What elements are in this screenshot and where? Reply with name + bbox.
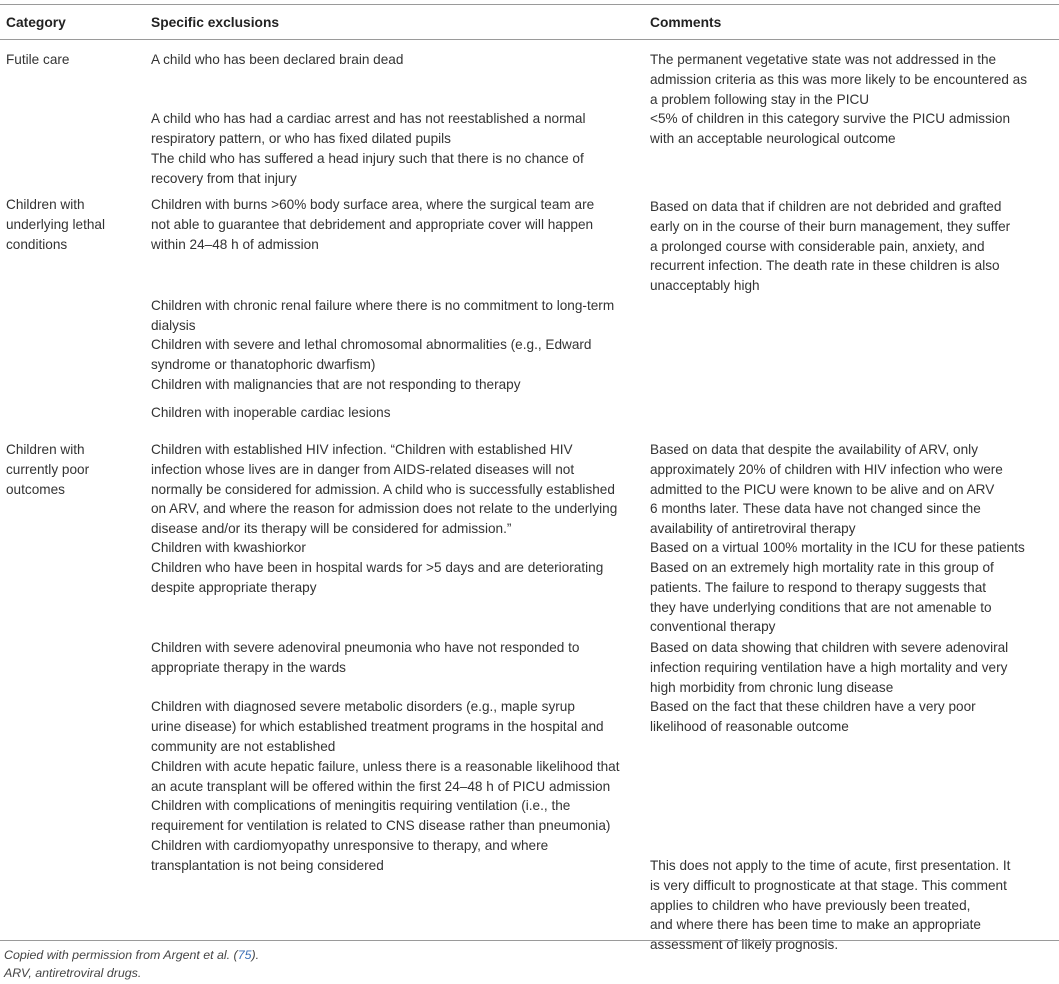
category-poor-outcomes: Children with currently poor outcomes <box>6 442 90 497</box>
exclusion-item: Children with severe adenoviral pneumonia who have not responded to appropriate therapy in the wards <box>151 640 580 675</box>
footnote-copied <box>4 946 259 964</box>
comment-item: <5% of children in this category survive the PICU admission with an acceptable neurological outcome <box>650 111 1011 146</box>
category-underlying-lethal: Children with underlying lethal conditions <box>6 197 105 252</box>
footnote-copied-prefix: Copied with permission from Argent et al. ( <box>4 948 238 962</box>
exclusion-item: Children with inoperable cardiac lesions <box>151 405 391 420</box>
header-category: Category <box>6 15 66 30</box>
comment-item: Based on data showing that children with severe adenoviral infection requiring ventilation have a high mortality and very high morbidity from chronic lung disease <box>650 640 1009 695</box>
comment-item: Based on data that despite the availability of ARV, only approximately 20% of children with HIV infection who were admitted to the PICU were known to be alive and on ARV 6 months later. These data have not changed since the availability of antiretroviral therapy <box>650 442 1003 537</box>
exclusion-item: Children with cardiomyopathy unresponsive to therapy, and where transplantation is not being considered <box>151 838 549 873</box>
reference-link[interactable]: 75 <box>237 948 252 962</box>
comment-item: Based on data that if children are not debrided and grafted early on in the course of their burn management, they suffer a prolonged course with considerable pain, anxiety, and recurrent infection. The death rate in these children is also unacceptably high <box>650 199 1011 294</box>
exclusion-item: Children with malignancies that are not responding to therapy <box>151 377 521 392</box>
comment-item: Based on the fact that these children have a very poor likelihood of reasonable outcome <box>650 699 976 734</box>
comment-item: The permanent vegetative state was not addressed in the admission criteria as this was more likely to be encountered as a problem following stay in the PICU <box>650 52 1028 107</box>
exclusion-item: Children with kwashiorkor <box>151 540 306 555</box>
exclusion-item: Children with burns >60% body surface area, where the surgical team are not able to guarantee that debridement and appropriate cover will happen within 24–48 h of admission <box>151 197 595 252</box>
exclusion-item: Children with severe and lethal chromosomal abnormalities (e.g., Edward syndrome or thanatophoric dwarfism) <box>151 337 592 372</box>
header-specific-exclusions: Specific exclusions <box>151 15 280 30</box>
exclusion-item: A child who has had a cardiac arrest and has not reestablished a normal respiratory pattern, or who has fixed dilated pupils <box>151 111 586 146</box>
exclusion-item: A child who has been declared brain dead <box>151 52 404 67</box>
category-futile-care: Futile care <box>6 52 70 67</box>
header-comments: Comments <box>650 15 722 30</box>
exclusion-item: Children who have been in hospital wards for >5 days and are deteriorating despite appropriate therapy <box>151 560 604 595</box>
footnote-arv: ARV, antiretroviral drugs. <box>4 966 142 980</box>
comment-item: Based on a virtual 100% mortality in the ICU for these patients <box>650 540 1025 555</box>
header-rule <box>0 39 1059 40</box>
comment-item: This does not apply to the time of acute, first presentation. It is very difficult to prognosticate at that stage. This comment applies to children who have previously been treated, and where there has been time to make an appropriate assessment of likely prognosis. <box>650 858 1011 953</box>
comment-item: Based on an extremely high mortality rate in this group of patients. The failure to respond to therapy suggests that they have underlying conditions that are not amenable to conventional therapy <box>650 560 994 635</box>
exclusion-item: Children with diagnosed severe metabolic disorders (e.g., maple syrup urine disease) for which established treatment programs in the hospital and community are not established <box>151 699 604 754</box>
table-bottom-rule <box>0 940 1059 941</box>
exclusion-item: Children with acute hepatic failure, unless there is a reasonable likelihood that an acute transplant will be offered within the first 24–48 h of PICU admission <box>151 759 620 794</box>
table-top-rule <box>0 4 1059 5</box>
exclusion-item: Children with complications of meningitis requiring ventilation (i.e., the requirement for ventilation is related to CNS disease rather than pneumonia) <box>151 798 611 833</box>
exclusion-item: Children with established HIV infection. “Children with established HIV infection whose lives are in danger from AIDS-related diseases will not normally be considered for admission. A child who is successfully established on ARV, and where the reason for admission does not relate to the underlying disease and/or its therapy will be considered for admission.” <box>151 442 618 537</box>
exclusion-item: Children with chronic renal failure where there is no commitment to long-term dialysis <box>151 298 615 333</box>
exclusion-item: The child who has suffered a head injury such that there is no chance of recovery from that injury <box>151 151 584 186</box>
footnote-copied-suffix: ). <box>251 948 260 962</box>
